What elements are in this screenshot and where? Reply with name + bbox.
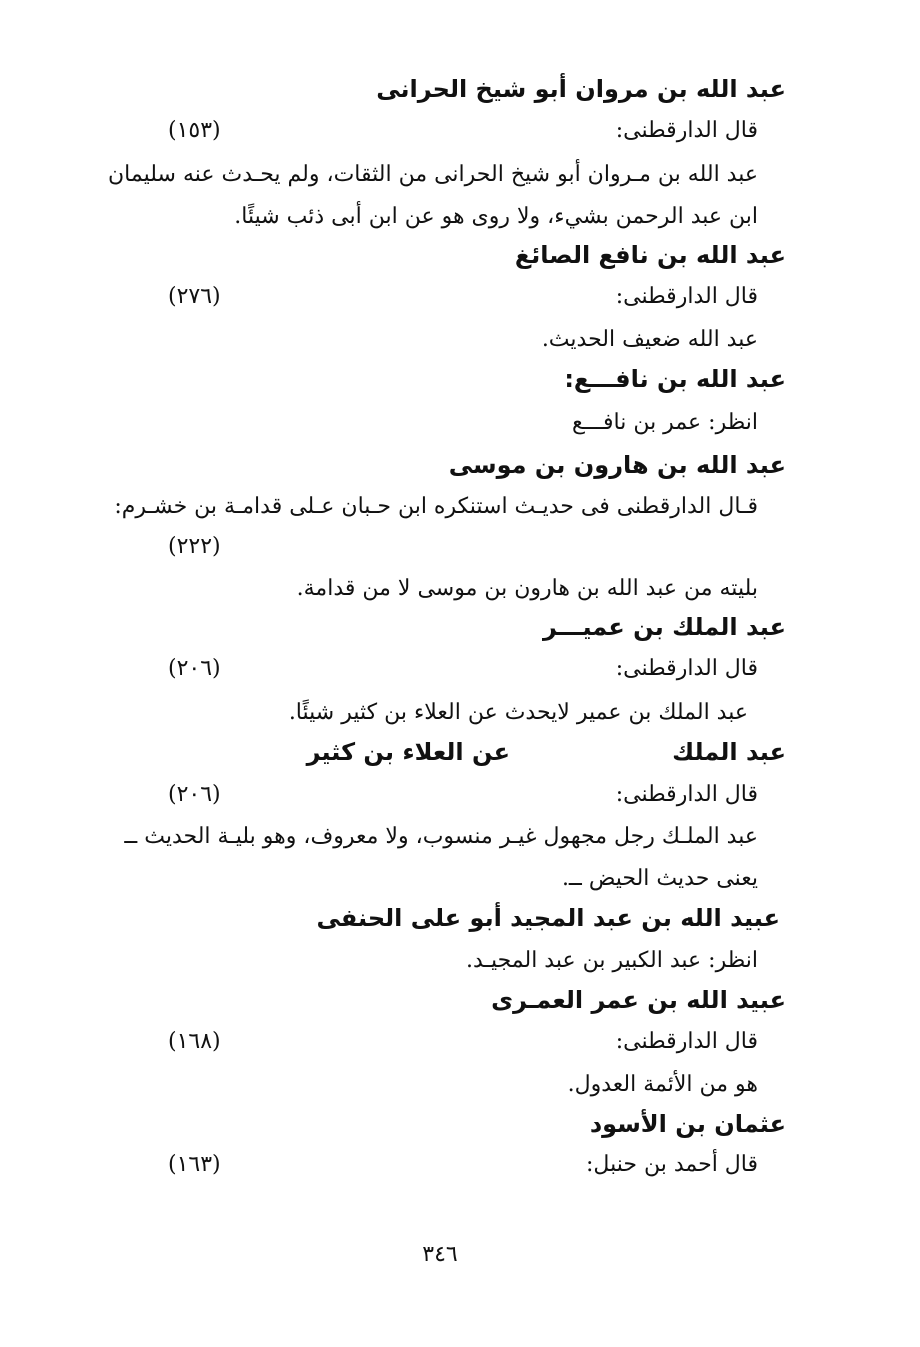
entry-text: عبد الله بن مـروان أبو شيخ الحرانى من الثقات، ولم يحـدث عنه سليمان bbox=[108, 162, 758, 187]
entry-source: قـال الدارقطنى فى حديـث استنكره ابن حـبان عـلى قدامـة بن خشـرم: bbox=[114, 494, 758, 519]
entry-source: قال الدارقطنى: bbox=[615, 656, 758, 681]
entry-heading: عبيد الله بن عمر العمـرى bbox=[491, 986, 786, 1014]
entry-text: انظر: عبد الكبير بن عبد المجيـد. bbox=[465, 948, 758, 973]
entry-heading-second-part: عن العلاء بن كثير bbox=[306, 738, 510, 766]
entry-source: قال الدارقطنى: bbox=[615, 1029, 758, 1054]
entry-heading: عبد الله بن نافـــع: bbox=[564, 365, 786, 393]
entry-heading: عبيد الله بن عبد المجيد أبو على الحنفى bbox=[316, 904, 780, 932]
entry-source: قال الدارقطنى: bbox=[615, 782, 758, 807]
entry-ref: (١٦٨) bbox=[168, 1029, 221, 1054]
entry-ref: (١٦٣) bbox=[168, 1152, 221, 1177]
entry-text: عبد الملك بن عمير لايحدث عن العلاء بن كثير شيئًا. bbox=[288, 700, 748, 725]
entry-text: انظر: عمر بن نافـــع bbox=[571, 410, 758, 435]
entry-heading: عبد الله بن نافع الصائغ bbox=[514, 241, 786, 269]
entry-text: عبد الله ضعيف الحديث. bbox=[541, 327, 758, 352]
entry-text: هو من الأئمة العدول. bbox=[567, 1072, 758, 1097]
entry-text: عبد الملـك رجل مجهول غيـر منسوب، ولا معروف، وهو بليـة الحديث ــ bbox=[124, 824, 758, 849]
entry-text: ابن عبد الرحمن بشيء، ولا روى هو عن ابن أبى ذئب شيئًا. bbox=[234, 204, 758, 229]
entry-heading: عبد الله بن مروان أبو شيخ الحرانى bbox=[376, 75, 786, 103]
page-number: ٣٤٦ bbox=[422, 1242, 458, 1267]
entry-source: قال الدارقطنى: bbox=[615, 118, 758, 143]
entry-heading: عبد الملك بن عميـــر bbox=[542, 613, 786, 641]
entry-heading: عبد الله بن هارون بن موسى bbox=[448, 451, 786, 479]
entry-text: يعنى حديث الحيض ــ. bbox=[561, 866, 758, 891]
entry-ref: (٢٠٦) bbox=[168, 782, 221, 807]
entry-ref: (٢٧٦) bbox=[168, 284, 221, 309]
entry-source: قال الدارقطنى: bbox=[615, 284, 758, 309]
entry-text: بليته من عبد الله بن هارون بن موسى لا من قدامة. bbox=[296, 576, 758, 601]
entry-ref: (٢٢٢) bbox=[168, 534, 221, 559]
entry-heading: عثمان بن الأسود bbox=[589, 1110, 786, 1138]
entry-heading: عبد الملك bbox=[672, 738, 786, 766]
entry-ref: (٢٠٦) bbox=[168, 656, 221, 681]
entry-ref: (١٥٣) bbox=[168, 118, 221, 143]
entry-source: قال أحمد بن حنبل: bbox=[586, 1152, 758, 1177]
